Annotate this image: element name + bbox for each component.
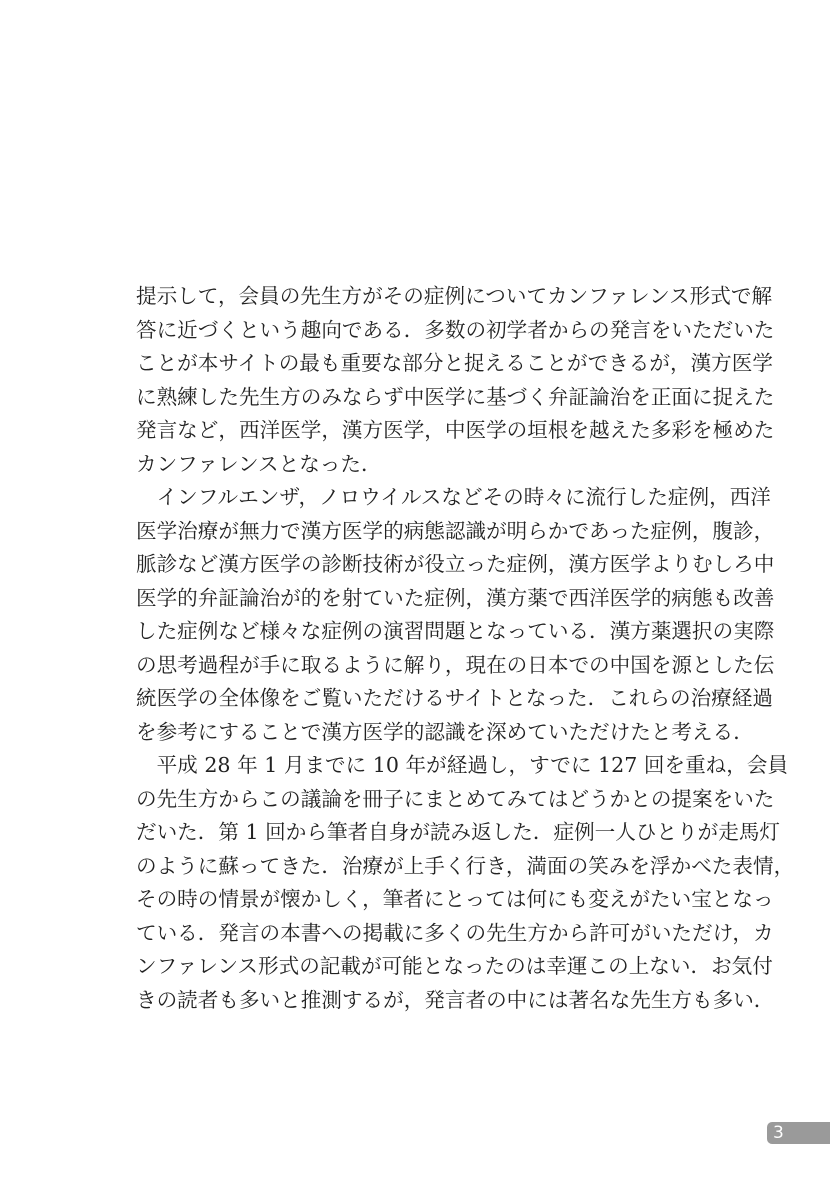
text-line: に熟練した先生方のみならず中医学に基づく弁証論治を正面に捉えた (136, 384, 775, 409)
text-line: 脈診など漢方医学の診断技術が役立った症例，漢方医学よりむしろ中 (136, 552, 775, 576)
page-number: 3 (773, 1123, 784, 1143)
text-line: ている．発言の本書への掲載に多くの先生方から許可がいただけ，カ (136, 920, 774, 945)
text-line: の先生方からこの議論を冊子にまとめてみてはどうかとの提案をいた (136, 786, 775, 811)
text-line: 医学治療が無力で漢方医学的病態認識が明らかであった症例，腹診， (136, 518, 775, 543)
text-line: 提示して，会員の先生方がその症例についてカンファレンス形式で解 (136, 284, 773, 308)
text-line: を参考にすることで漢方医学的認識を深めていただけたと考える． (136, 719, 754, 744)
body-text (136, 280, 795, 1017)
text-line: の思考過程が手に取るように解り，現在の日本での中国を源とした伝 (136, 652, 775, 677)
text-line: ことが本サイトの最も重要な部分と捉えることができるが，漢方医学 (136, 351, 773, 375)
text-line: きの読者も多いと推測するが，発言者の中には著名な先生方も多い． (136, 987, 775, 1012)
text-line: のように蘇ってきた．治療が上手く行き，満面の笑みを浮かべた表情， (136, 853, 795, 878)
text-line: 答に近づくという趣向である．多数の初学者からの発言をいただいた (136, 317, 775, 342)
text-line: した症例など様々な症例の演習問題となっている．漢方薬選択の実際 (136, 619, 775, 643)
text-line: 医学的弁証論治が的を射ていた症例，漢方薬で西洋医学的病態も改善 (136, 585, 775, 610)
text-line: 統医学の全体像をご覧いただけるサイトとなった．これらの治療経過 (136, 686, 773, 710)
text-line: インフルエンザ，ノロウイルスなどその時々に流行した症例，西洋 (136, 485, 771, 509)
page-number-tab (767, 1122, 830, 1144)
text-line: 平成 28 年 1 月までに 10 年が経過し，すでに 127 回を重ね，会員 (136, 753, 789, 777)
text-line: ンファレンス形式の記載が可能となったのは幸運この上ない．お気付 (136, 954, 773, 978)
text-line: その時の情景が懐かしく，筆者にとっては何にも変えがたい宝となっ (136, 887, 774, 911)
text-line: 発言など，西洋医学，漢方医学，中医学の垣根を越えた多彩を極めた (136, 418, 775, 442)
text-line: だいた．第 1 回から筆者自身が読み返した．症例一人ひとりが走馬灯 (136, 820, 781, 844)
text-line: カンファレンスとなった． (136, 451, 382, 476)
